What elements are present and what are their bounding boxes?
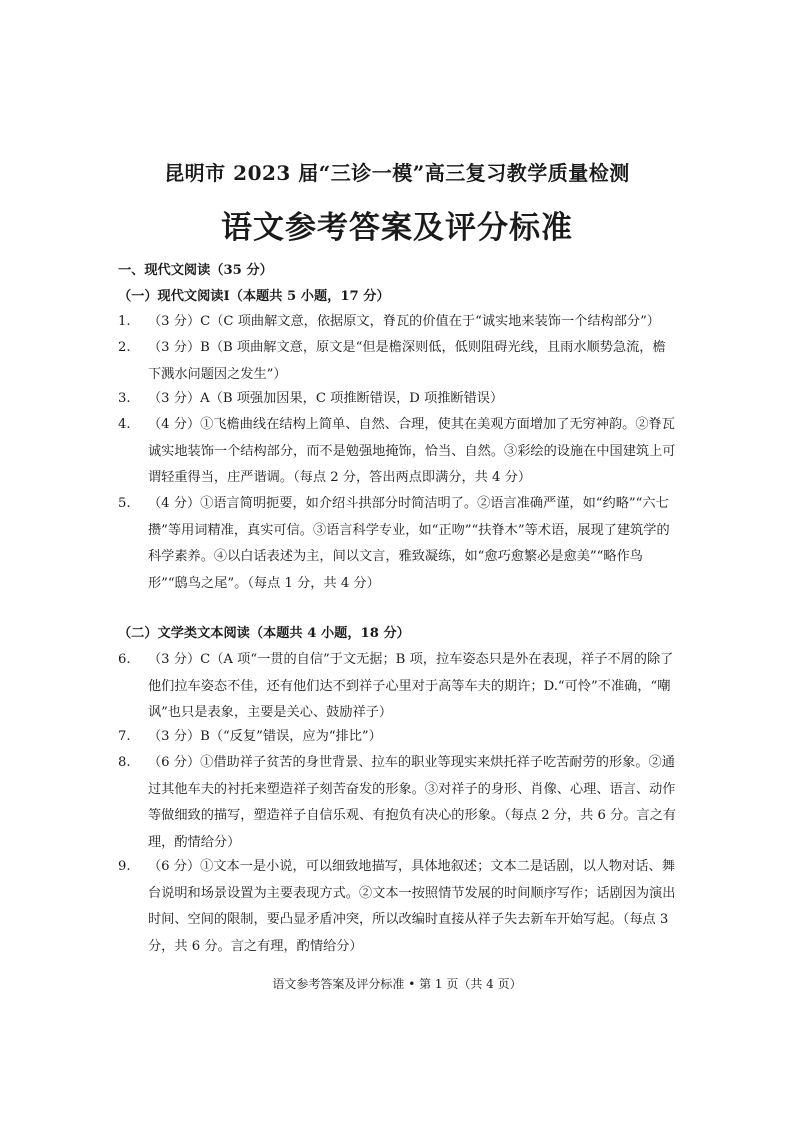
question-number: 3. <box>118 391 131 406</box>
question-number: 5. <box>118 496 131 511</box>
question-2 <box>118 335 678 388</box>
question-answer: （6 分）①文本一是小说，可以细致地描写，具体地叙述；文本二是话剧，以人物对话、舞台说明和场景设置为主要表现方式。②文本一按照情节发展的时间顺序写作；话剧因为演出时间、空间的限制，要凸显矛盾冲突，所以改编时直接从祥子失去新车开始写起。（每点 3 分，共 6 分。言之有理，酌情给分） <box>148 859 676 954</box>
question-9 <box>118 854 678 960</box>
exam-title: 昆明市 2023 届“三诊一模”高三复习教学质量检测 <box>164 161 630 185</box>
question-answer: （3 分）C（A 项“一贯的自信”于文无据；B 项，拉车姿态只是外在表现，祥子不屑的除了他们拉车姿态不佳，还有他们达不到祥子心里对于高等车夫的期许；D.“可怜”不准确，“嘲讽”也只是表象，主要是关心、鼓励祥子） <box>148 652 674 720</box>
question-answer: （3 分）B（“反复”错误，应为“排比”） <box>148 729 382 744</box>
question-number: 8. <box>118 755 131 770</box>
question-answer: （3 分）B（B 项曲解文意，原文是“但是檐深则低，低则阻碍光线，且雨水顺势急流，檐下溅水问题因之发生”） <box>148 340 666 382</box>
question-1 <box>118 309 678 336</box>
question-5 <box>118 491 678 597</box>
question-number: 4. <box>118 417 131 432</box>
question-number: 6. <box>118 652 131 667</box>
question-number: 9. <box>118 859 131 874</box>
section-heading-modern-reading: 一、现代文阅读（35 分） <box>118 263 273 278</box>
question-answer: （6 分）①借助祥子贫苦的身世背景、拉车的职业等现实来烘托祥子吃苦耐劳的形象。②通过其他车夫的衬托来塑造祥子刻苦奋发的形象。③对祥子的身形、肖像、心理、语言、动作等做细致的描写，塑造祥子自信乐观、有抱负有决心的形象。（每点 2 分，共 6 分。言之有理，酌情给分） <box>148 755 677 850</box>
page-footer: 语文参考答案及评分标准 • 第 1 页（共 4 页） <box>272 977 522 991</box>
question-number: 7. <box>118 729 131 744</box>
subsection-heading-reading-1: （一）现代文阅读Ⅰ（本题共 5 小题，17 分） <box>118 289 390 304</box>
question-answer: （4 分）①飞檐曲线在结构上简单、自然、合理，使其在美观方面增加了无穷神韵。②脊瓦诚实地装饰一个结构部分，而不是勉强地掩饰，恰当、自然。③彩绘的设施在中国建筑上可谓轻重得当，庄严谐调。（每点 2 分，答出两点即满分，共 4 分） <box>148 417 676 485</box>
document-title: 语文参考答案及评分标准 <box>221 210 573 246</box>
question-number: 1. <box>118 314 131 329</box>
question-number: 2. <box>118 340 131 355</box>
subsection-heading-literary-reading: （二）文学类文本阅读（本题共 4 小题，18 分） <box>118 626 410 641</box>
question-answer: （3 分）A（B 项强加因果，C 项推断错误，D 项推断错误） <box>148 391 504 406</box>
question-6 <box>118 647 678 727</box>
question-answer: （4 分）①语言简明扼要，如介绍斗拱部分时简洁明了。②语言准确严谨，如“约略”“六七攒”等用词精准，真实可信。③语言科学专业，如“正吻”“扶脊木”等术语，展现了建筑学的科学素养。④以白话表述为主，间以文言，雅致凝练，如“愈巧愈繁必是愈美”“略作鸟形”“鸱鸟之尾”。（每点 1 分，共 4 分） <box>148 496 670 591</box>
question-answer: （3 分）C（C 项曲解文意，依据原文，脊瓦的价值在于“诚实地来装饰一个结构部分”） <box>148 314 660 329</box>
question-7 <box>118 724 678 751</box>
question-4 <box>118 412 678 492</box>
question-3 <box>118 386 678 413</box>
question-8 <box>118 750 678 856</box>
